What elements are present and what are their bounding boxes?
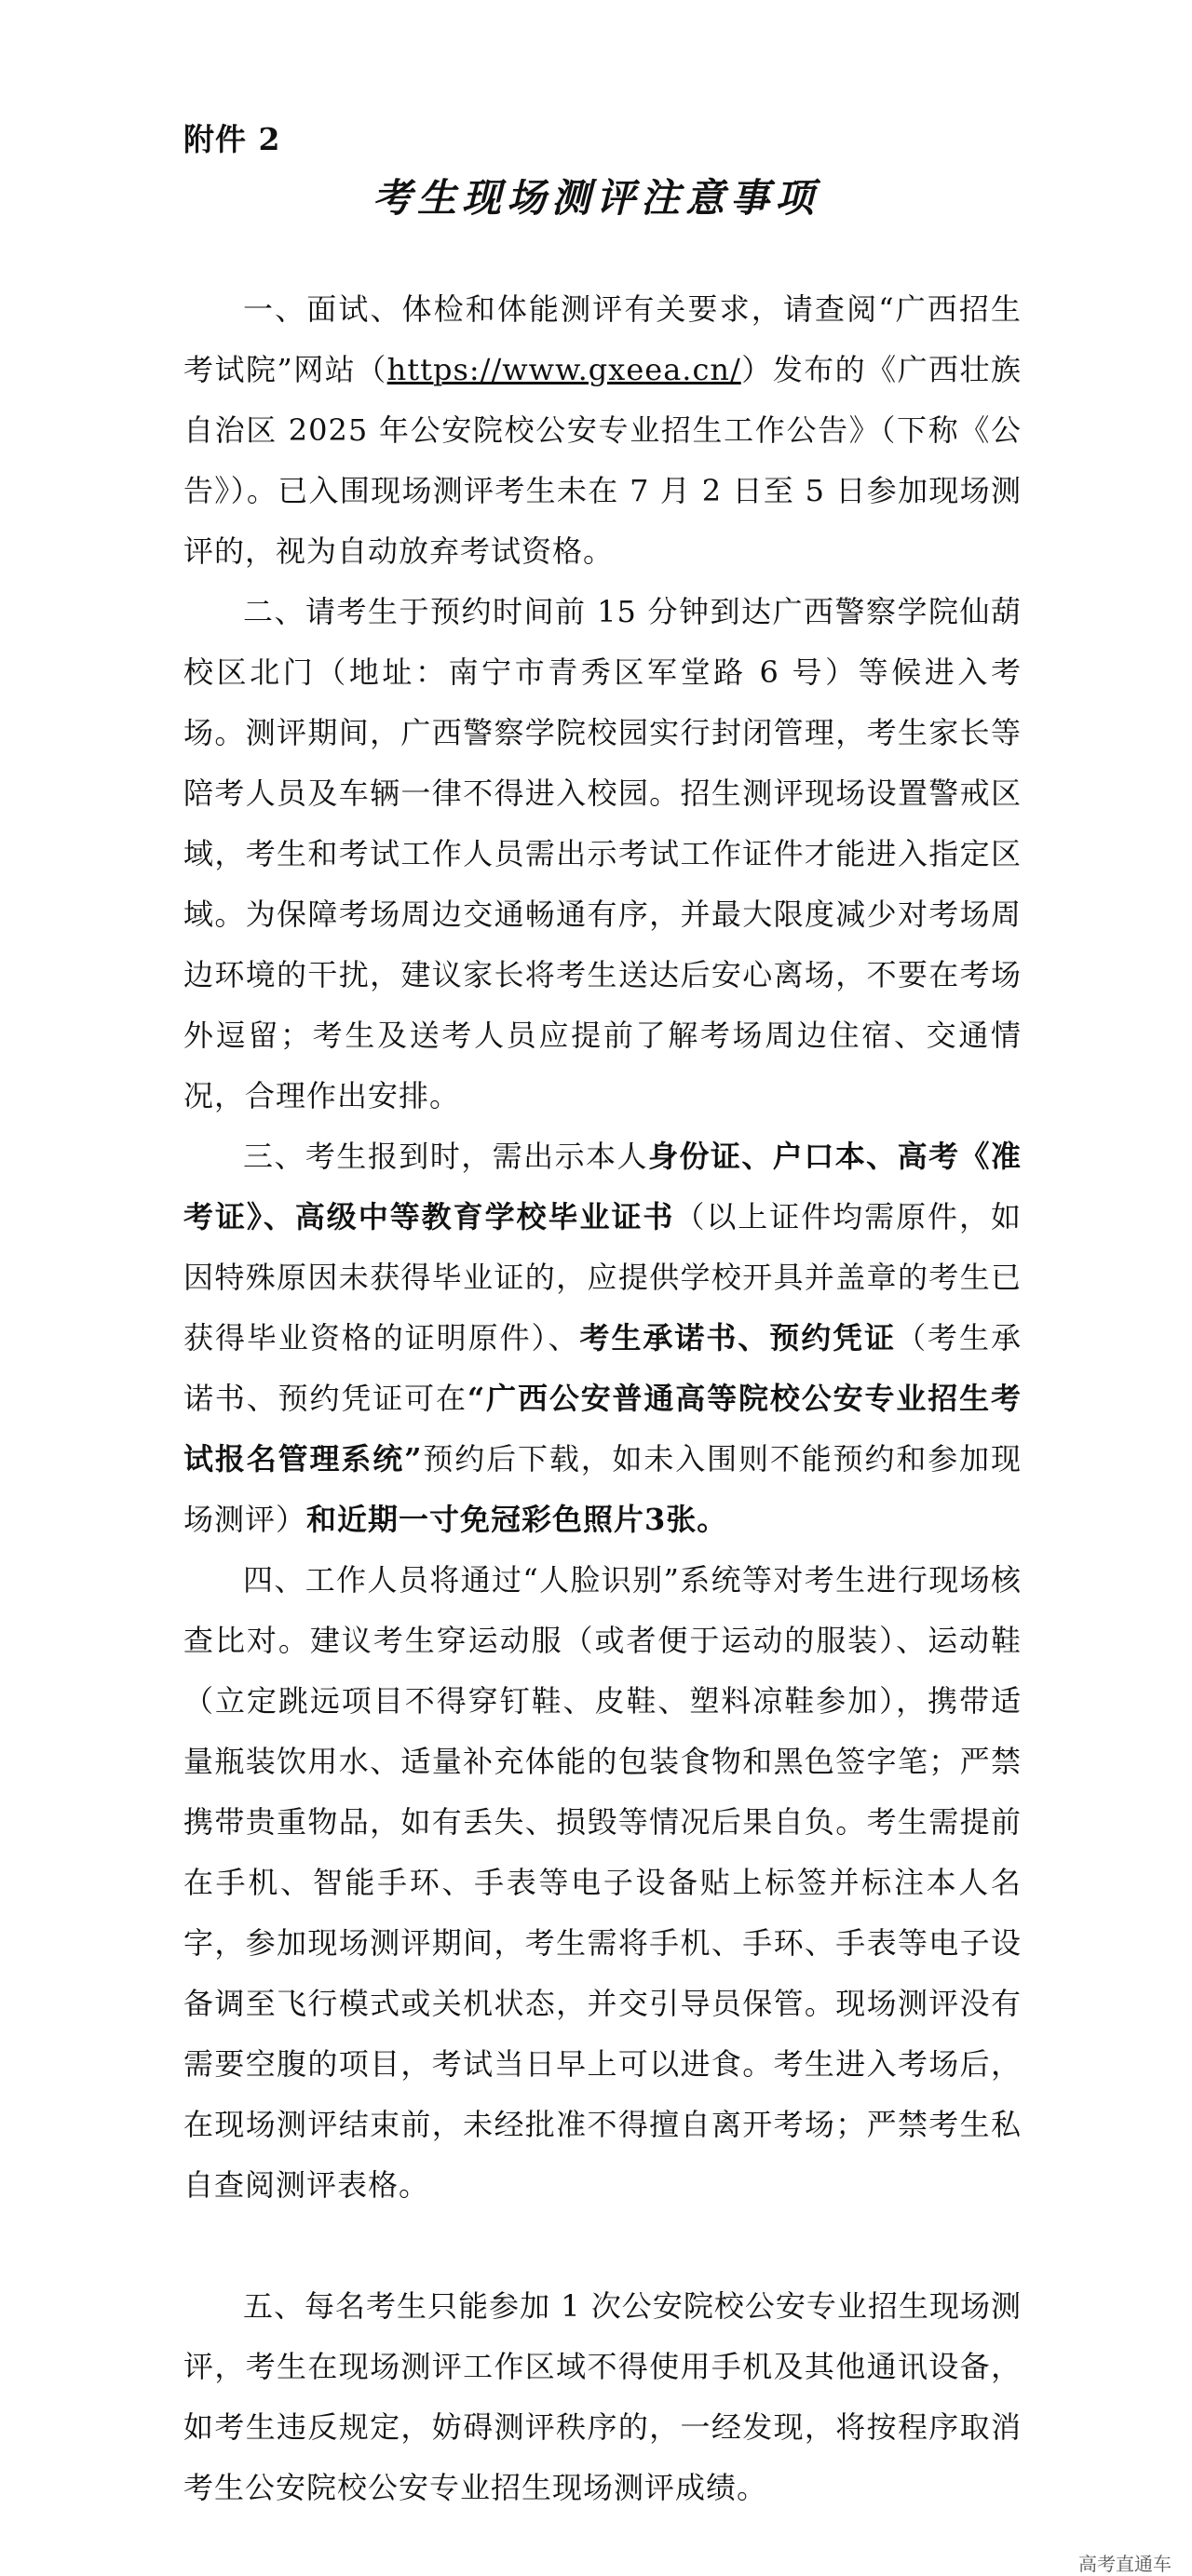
paragraph-3-text-a: 三、考生报到时，需出示本人 bbox=[243, 1139, 648, 1174]
photo-requirement-bold: 和近期一寸免冠彩色照片3张。 bbox=[306, 1502, 728, 1537]
paragraph-3-text-c: （以上证件均需原件，如因特殊原因未获得毕业证的，应提供学校开具并盖章的考生已获得毕业资格的证明原件）、 bbox=[183, 1199, 1022, 1355]
document-body bbox=[183, 279, 1022, 2518]
system-name-bold: “广西公安普通高等院校公安专业招生考试报名管理系统” bbox=[183, 1381, 1022, 1477]
watermark-text: 高考直通车 bbox=[1078, 2553, 1172, 2575]
paragraph-3-text-e: （考生承诺书、预约凭证可在 bbox=[183, 1320, 1022, 1416]
paragraph-1-text-b: ）发布的《广西壮族自治区 2025 年公安院校公安专业招生工作公告》（下称《公告》）。已入围现场测评考生未在 7 月 2 日至 5 日参加现场测评的，视为自动放弃考试资格。 bbox=[183, 352, 1022, 569]
paragraph-3-text-g: 预约后下载，如未入围则不能预约和参加现场测评） bbox=[183, 1441, 1022, 1537]
attachment-label: 附件 2 bbox=[183, 121, 281, 157]
paragraph-1 bbox=[183, 279, 1022, 582]
document-title: 考生现场测评注意事项 bbox=[372, 175, 820, 221]
required-documents-bold: 身份证、户口本、高考《准考证》、高级中等教育学校毕业证书 bbox=[183, 1139, 1022, 1234]
paragraph-5: 五、每名考生只能参加 1 次公安院校公安专业招生现场测评，考生在现场测评工作区域不得使用手机及其他通讯设备，如考生违反规定，妨碍测评秩序的，一经发现，将按程序取消考生公安院校公安专业招生现场测评成绩。 bbox=[183, 2288, 1022, 2505]
paragraph-3 bbox=[183, 1126, 1022, 1550]
paragraph-2: 二、请考生于预约时间前 15 分钟到达广西警察学院仙葫校区北门（地址：南宁市青秀区军堂路 6 号）等候进入考场。测评期间，广西警察学院校园实行封闭管理，考生家长等陪考人员及车辆一律不得进入校园。招生测评现场设置警戒区域，考生和考试工作人员需出示考试工作证件才能进入指定区域。为保障考场周边交通畅通有序，并最大限度减少对考场周边环境的干扰，建议家长将考生送达后安心离场，不要在考场外逗留；考生及送考人员应提前了解考场周边住宿、交通情况，合理作出安排。 bbox=[183, 594, 1022, 1113]
commitment-voucher-bold: 考生承诺书、预约凭证 bbox=[579, 1320, 897, 1355]
paragraph-4: 四、工作人员将通过“人脸识别”系统等对考生进行现场核查比对。建议考生穿运动服（或者便于运动的服装）、运动鞋（立定跳远项目不得穿钉鞋、皮鞋、塑料凉鞋参加），携带适量瓶装饮用水、适量补充体能的包装食物和黑色签字笔；严禁携带贵重物品，如有丢失、损毁等情况后果自负。考生需提前在手机、智能手环、手表等电子设备贴上标签并标注本人名字，参加现场测评期间，考生需将手机、手环、手表等电子设备调至飞行模式或关机状态，并交引导员保管。现场测评没有需要空腹的项目，考试当日早上可以进食。考生进入考场后，在现场测评结束前，未经批准不得擅自离开考场；严禁考生私自查阅测评表格。 bbox=[183, 1562, 1022, 2203]
website-link[interactable]: https://www.gxeea.cn/ bbox=[386, 352, 741, 387]
paragraph-1-text-a: 一、面试、体检和体能测评有关要求，请查阅“广西招生考试院”网站（ bbox=[183, 291, 1022, 387]
